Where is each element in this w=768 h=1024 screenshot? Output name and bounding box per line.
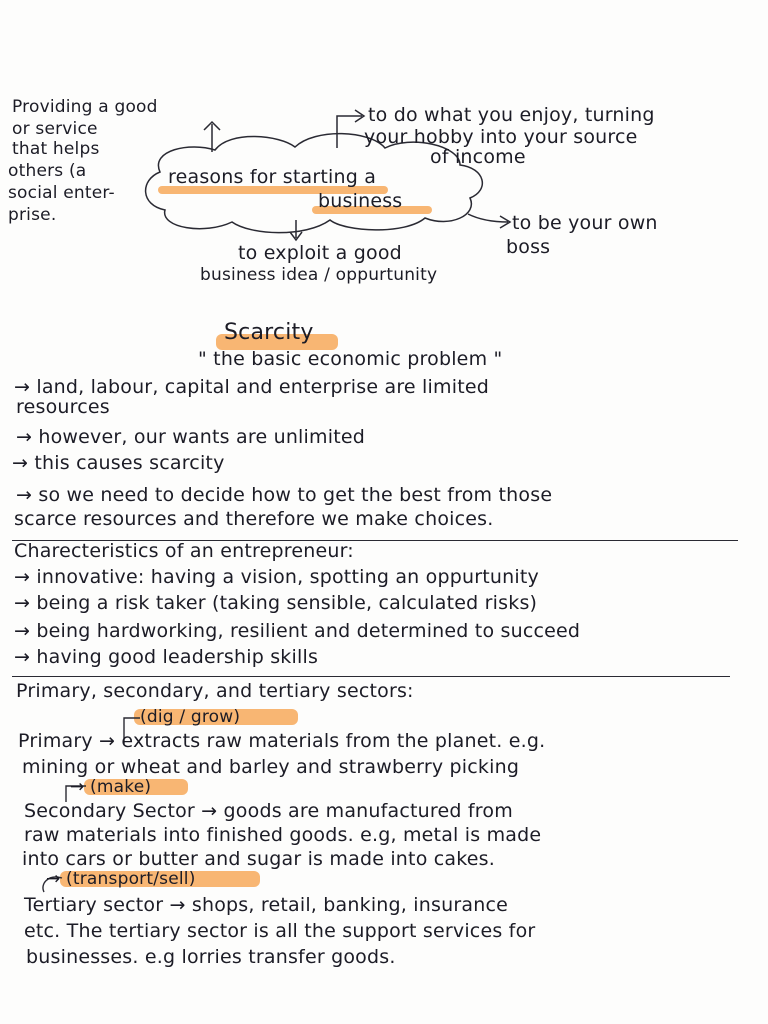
sectors-secondary-line-2: raw materials into finished goods. e.g, metal is made <box>24 824 542 846</box>
scarcity-line-2: resources <box>16 396 110 418</box>
sectors-tertiary-line-2: etc. The tertiary sector is all the support services for <box>24 920 536 942</box>
mindmap-right-top-2: your hobby into your source <box>364 126 638 148</box>
arrow-down <box>290 220 302 240</box>
sectors-tertiary-line-1: Tertiary sector → shops, retail, banking, insurance <box>24 894 508 916</box>
mindmap-left-2: or service <box>12 119 98 139</box>
entrepreneur-line-4: → having good leadership skills <box>14 646 319 668</box>
mindmap-center-line2: business <box>318 190 403 212</box>
divider-2 <box>12 676 730 677</box>
mindmap-bottom-1: to exploit a good <box>238 242 402 264</box>
sectors-primary-line-1: Primary → extracts raw materials from the planet. e.g. <box>18 730 546 752</box>
arrow-top-right <box>337 110 364 148</box>
mindmap-right-bottom-2: boss <box>506 236 551 258</box>
mindmap-left-4: others (a <box>8 161 87 181</box>
scarcity-line-3: → however, our wants are unlimited <box>16 426 366 448</box>
mindmap-right-bottom-1: to be your own <box>512 212 658 234</box>
scarcity-line-5: → so we need to decide how to get the best from those <box>16 484 553 506</box>
mindmap-bottom-2: business idea / oppurtunity <box>200 265 438 285</box>
mindmap-center-line1: reasons for starting a <box>168 166 377 188</box>
entrepreneur-line-2: → being a risk taker (taking sensible, calculated risks) <box>14 592 538 614</box>
mindmap-left-6: prise. <box>8 205 57 225</box>
sectors-secondary-line-1: Secondary Sector → goods are manufactured from <box>24 800 513 822</box>
sectors-tertiary-line-3: businesses. e.g lorries transfer goods. <box>26 946 396 968</box>
entrepreneur-line-3: → being hardworking, resilient and determined to succeed <box>14 620 581 642</box>
entrepreneur-line-1: → innovative: having a vision, spotting an oppurtunity <box>14 566 539 588</box>
mindmap-left-5: social enter- <box>8 183 115 203</box>
sectors-tertiary-tag: → (transport/sell) <box>46 869 196 889</box>
scarcity-line-4: → this causes scarcity <box>12 452 225 474</box>
sectors-secondary-line-3: into cars or butter and sugar is made into cakes. <box>22 848 496 870</box>
mindmap-right-top-1: to do what you enjoy, turning <box>368 104 655 126</box>
sectors-primary-line-2: mining or wheat and barley and strawberry picking <box>22 756 520 778</box>
scarcity-subtitle: " the basic economic problem " <box>198 348 503 370</box>
scarcity-line-1: → land, labour, capital and enterprise are limited <box>14 376 489 398</box>
sectors-primary-tag: (dig / grow) <box>140 707 241 727</box>
mindmap-left-3: that helps <box>12 139 100 159</box>
scarcity-line-6: scarce resources and therefore we make choices. <box>14 508 494 530</box>
sectors-secondary-tag: → (make) <box>70 777 152 797</box>
mindmap-right-top-3: of income <box>430 146 526 168</box>
entrepreneur-heading: Charecteristics of an entrepreneur: <box>14 540 354 562</box>
mindmap-left-1: Providing a good <box>12 97 158 117</box>
scarcity-heading: Scarcity <box>224 320 314 345</box>
sectors-heading: Primary, secondary, and tertiary sectors: <box>16 680 414 702</box>
arrow-right-bottom <box>468 214 510 228</box>
